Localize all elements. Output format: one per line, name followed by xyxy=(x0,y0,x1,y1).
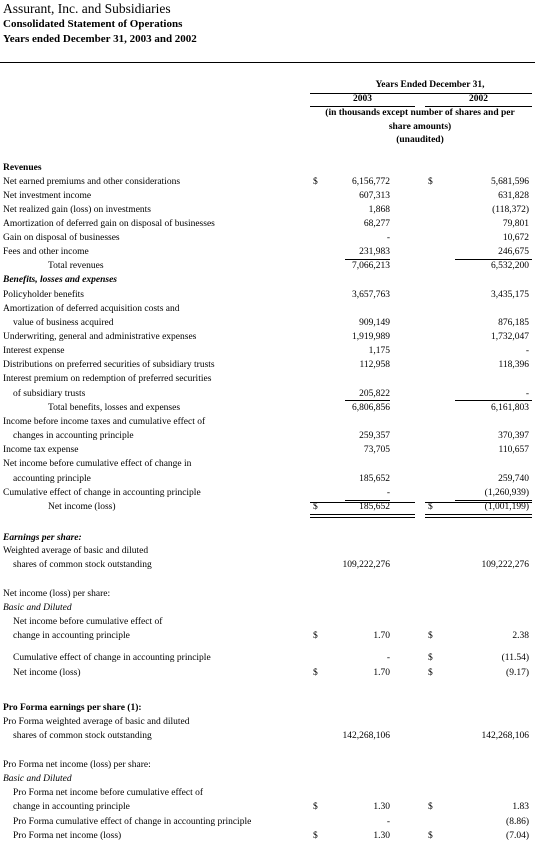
statement-row xyxy=(0,731,535,745)
currency-symbol-2003: $ xyxy=(313,631,318,641)
statement-row xyxy=(0,474,535,488)
value-2003: 68,277 xyxy=(363,219,390,229)
statement-row xyxy=(0,233,535,247)
statement-row xyxy=(0,653,535,667)
row-label: Gain on disposal of businesses xyxy=(3,233,120,243)
statement-row xyxy=(0,403,535,417)
statement-row xyxy=(0,459,535,473)
currency-symbol-2002: $ xyxy=(428,668,433,678)
statement-row xyxy=(0,445,535,459)
row-label: Cumulative effect of change in accounting principle xyxy=(13,653,211,663)
currency-symbol-2002: $ xyxy=(428,177,433,187)
statement-row xyxy=(0,533,535,547)
statement-row xyxy=(0,617,535,631)
value-2003: - xyxy=(386,488,390,498)
row-label: Net income (loss) per share: xyxy=(3,589,111,599)
value-2002: 10,672 xyxy=(502,233,529,243)
value-2002: 876,185 xyxy=(498,318,529,328)
row-label: Policyholder benefits xyxy=(3,290,84,300)
value-2002: (8.86) xyxy=(506,817,529,827)
currency-symbol-2003: $ xyxy=(313,802,318,812)
subtotal-rule xyxy=(345,400,390,401)
statement-row xyxy=(0,560,535,574)
row-label: Weighted average of basic and diluted xyxy=(3,546,149,556)
row-label: Benefits, losses and expenses xyxy=(3,275,117,285)
value-2003: 73,705 xyxy=(363,445,390,455)
value-2003: 6,156,772 xyxy=(352,177,390,187)
units-note-line3: (unaudited) xyxy=(396,135,444,145)
row-label: Pro Forma weighted average of basic and diluted xyxy=(3,717,190,727)
value-2002: 118,396 xyxy=(498,360,529,370)
value-2002: 246,675 xyxy=(498,247,529,257)
value-2002: 2.38 xyxy=(512,631,529,641)
row-label: Cumulative effect of change in accounting principle xyxy=(3,488,201,498)
row-label: Net earned premiums and other considerations xyxy=(3,177,181,187)
currency-symbol-2002: $ xyxy=(428,631,433,641)
statement-row xyxy=(0,589,535,603)
statement-row xyxy=(0,332,535,346)
value-2003: 1,868 xyxy=(368,205,390,215)
statement-row xyxy=(0,290,535,304)
currency-symbol-2002: $ xyxy=(428,653,433,663)
row-label: Net income before cumulative effect of change in xyxy=(3,459,192,469)
statement-title: Consolidated Statement of Operations xyxy=(3,18,183,30)
row-label: change in accounting principle xyxy=(13,631,130,641)
row-label: Income tax expense xyxy=(3,445,79,455)
value-2002: 142,268,106 xyxy=(481,731,529,741)
value-2003: 607,313 xyxy=(359,191,390,201)
currency-symbol-2002: $ xyxy=(428,802,433,812)
value-2003: 259,357 xyxy=(359,431,390,441)
statement-row xyxy=(0,318,535,332)
currency-symbol-2003: $ xyxy=(313,668,318,678)
value-2003: - xyxy=(386,233,390,243)
column-header-2002: 2002 xyxy=(469,94,488,104)
row-label: shares of common stock outstanding xyxy=(13,560,152,570)
row-label: Total benefits, losses and expenses xyxy=(48,403,181,413)
value-2003: 1,175 xyxy=(368,346,390,356)
row-label: change in accounting principle xyxy=(13,802,130,812)
statement-row xyxy=(0,205,535,219)
company-name: Assurant, Inc. and Subsidiaries xyxy=(3,1,171,16)
value-2002: 259,740 xyxy=(498,474,529,484)
row-label: Underwriting, general and administrative expenses xyxy=(3,332,197,342)
column-underline-2002 xyxy=(425,106,532,107)
row-label: Income before income taxes and cumulative effect of xyxy=(3,417,206,427)
value-2003: 6,806,856 xyxy=(352,403,390,413)
currency-symbol-2003: $ xyxy=(313,502,318,512)
value-2003: 205,822 xyxy=(359,389,390,399)
statement-row xyxy=(0,261,535,275)
row-label: Pro Forma net income (loss) xyxy=(13,831,122,841)
row-label: Basic and Diluted xyxy=(3,603,72,613)
value-2002: (7.04) xyxy=(506,831,529,841)
statement-row xyxy=(0,275,535,289)
row-label: Net realized gain (loss) on investments xyxy=(3,205,152,215)
column-group-header: Years Ended December 31, xyxy=(375,80,485,90)
statement-row xyxy=(0,163,535,177)
value-2002: 1,732,047 xyxy=(491,332,529,342)
value-2003: 185,652 xyxy=(359,474,390,484)
value-2003: 7,066,213 xyxy=(352,261,390,271)
subtotal-rule xyxy=(345,500,390,501)
value-2003: 142,268,106 xyxy=(342,731,390,741)
currency-symbol-2002: $ xyxy=(428,831,433,841)
currency-symbol-2002: $ xyxy=(428,502,433,512)
units-note-line2: share amounts) xyxy=(388,122,452,132)
value-2002: - xyxy=(525,346,529,356)
statement-row xyxy=(0,431,535,445)
statement-row xyxy=(0,374,535,388)
value-2003: 3,657,763 xyxy=(352,290,390,300)
column-underline-2003 xyxy=(310,106,415,107)
net-income-top-rule xyxy=(310,502,415,503)
value-2002: 6,161,803 xyxy=(491,403,529,413)
statement-row xyxy=(0,417,535,431)
statement-row xyxy=(0,788,535,802)
row-label: Fees and other income xyxy=(3,247,89,257)
units-note-line1: (in thousands except number of shares and per xyxy=(325,108,515,118)
row-label: accounting principle xyxy=(13,474,91,484)
value-2003: 1.70 xyxy=(373,631,390,641)
row-label: shares of common stock outstanding xyxy=(13,731,152,741)
value-2002: 109,222,276 xyxy=(481,560,529,570)
statement-row xyxy=(0,802,535,816)
row-label: Net income (loss) xyxy=(48,502,116,512)
statement-row xyxy=(0,668,535,682)
statement-row xyxy=(0,831,535,845)
statement-row xyxy=(0,219,535,233)
statement-row xyxy=(0,360,535,374)
statement-row xyxy=(0,774,535,788)
row-label: Net income before cumulative effect of xyxy=(13,617,163,627)
value-2003: 231,983 xyxy=(359,247,390,257)
value-2003: 909,149 xyxy=(359,318,390,328)
value-2003: 1.30 xyxy=(373,802,390,812)
value-2003: 1.30 xyxy=(373,831,390,841)
row-label: Distributions on preferred securities of subsidiary trusts xyxy=(3,360,215,370)
value-2002: (1,260,939) xyxy=(484,488,529,498)
row-label: Amortization of deferred gain on disposal of businesses xyxy=(3,219,215,229)
value-2002: 6,532,200 xyxy=(491,261,529,271)
row-label: Total revenues xyxy=(48,261,104,271)
value-2002: 631,828 xyxy=(498,191,529,201)
column-header-2003: 2003 xyxy=(353,94,372,104)
row-label: Basic and Diluted xyxy=(3,774,72,784)
row-label: Interest expense xyxy=(3,346,65,356)
row-label: changes in accounting principle xyxy=(13,431,134,441)
statement-row xyxy=(0,760,535,774)
value-2003: 185,652 xyxy=(359,502,390,512)
subtotal-rule xyxy=(455,400,532,401)
value-2002: 79,801 xyxy=(502,219,529,229)
row-label: Pro Forma cumulative effect of change in accounting principle xyxy=(13,817,252,827)
statement-row xyxy=(0,177,535,191)
net-income-double-rule xyxy=(425,514,532,518)
row-label: value of business acquired xyxy=(13,318,114,328)
statement-period: Years ended December 31, 2003 and 2002 xyxy=(3,33,197,45)
value-2003: 1,919,989 xyxy=(352,332,390,342)
statement-row xyxy=(0,346,535,360)
value-2002: 370,397 xyxy=(498,431,529,441)
value-2003: 109,222,276 xyxy=(342,560,390,570)
row-label: Pro Forma net income (loss) per share: xyxy=(3,760,151,770)
statement-row xyxy=(0,703,535,717)
value-2002: (118,372) xyxy=(492,205,529,215)
header-rule xyxy=(0,62,535,63)
statement-row xyxy=(0,817,535,831)
value-2003: - xyxy=(386,653,390,663)
row-label: Interest premium on redemption of preferred securities xyxy=(3,374,212,384)
value-2002: 110,657 xyxy=(498,445,529,455)
row-label: Revenues xyxy=(3,163,42,173)
statement-row xyxy=(0,191,535,205)
value-2002: (11.54) xyxy=(501,653,529,663)
value-2002: 1.83 xyxy=(512,802,529,812)
net-income-top-rule xyxy=(425,502,532,503)
value-2002: 5,681,596 xyxy=(491,177,529,187)
row-label: Pro Forma earnings per share (1): xyxy=(3,703,142,713)
statement-row xyxy=(0,603,535,617)
value-2003: 1.70 xyxy=(373,668,390,678)
subtotal-rule xyxy=(455,500,532,501)
value-2003: - xyxy=(386,817,390,827)
currency-symbol-2003: $ xyxy=(313,831,318,841)
subtotal-rule xyxy=(345,259,390,260)
statement-row xyxy=(0,304,535,318)
net-income-double-rule xyxy=(310,514,415,518)
row-label: Pro Forma net income before cumulative effect of xyxy=(13,788,204,798)
row-label: Earnings per share: xyxy=(3,533,82,543)
row-label: Net income (loss) xyxy=(13,668,81,678)
currency-symbol-2003: $ xyxy=(313,177,318,187)
value-2002: (1,001,199) xyxy=(484,502,529,512)
value-2002: - xyxy=(525,389,529,399)
value-2002: (9.17) xyxy=(506,668,529,678)
row-label: Amortization of deferred acquisition costs and xyxy=(3,304,180,314)
row-label: of subsidiary trusts xyxy=(13,389,86,399)
row-label: Net investment income xyxy=(3,191,92,201)
statement-row xyxy=(0,717,535,731)
subtotal-rule xyxy=(455,259,532,260)
value-2003: 112,958 xyxy=(359,360,390,370)
statement-row xyxy=(0,631,535,645)
value-2002: 3,435,175 xyxy=(491,290,529,300)
statement-row xyxy=(0,546,535,560)
